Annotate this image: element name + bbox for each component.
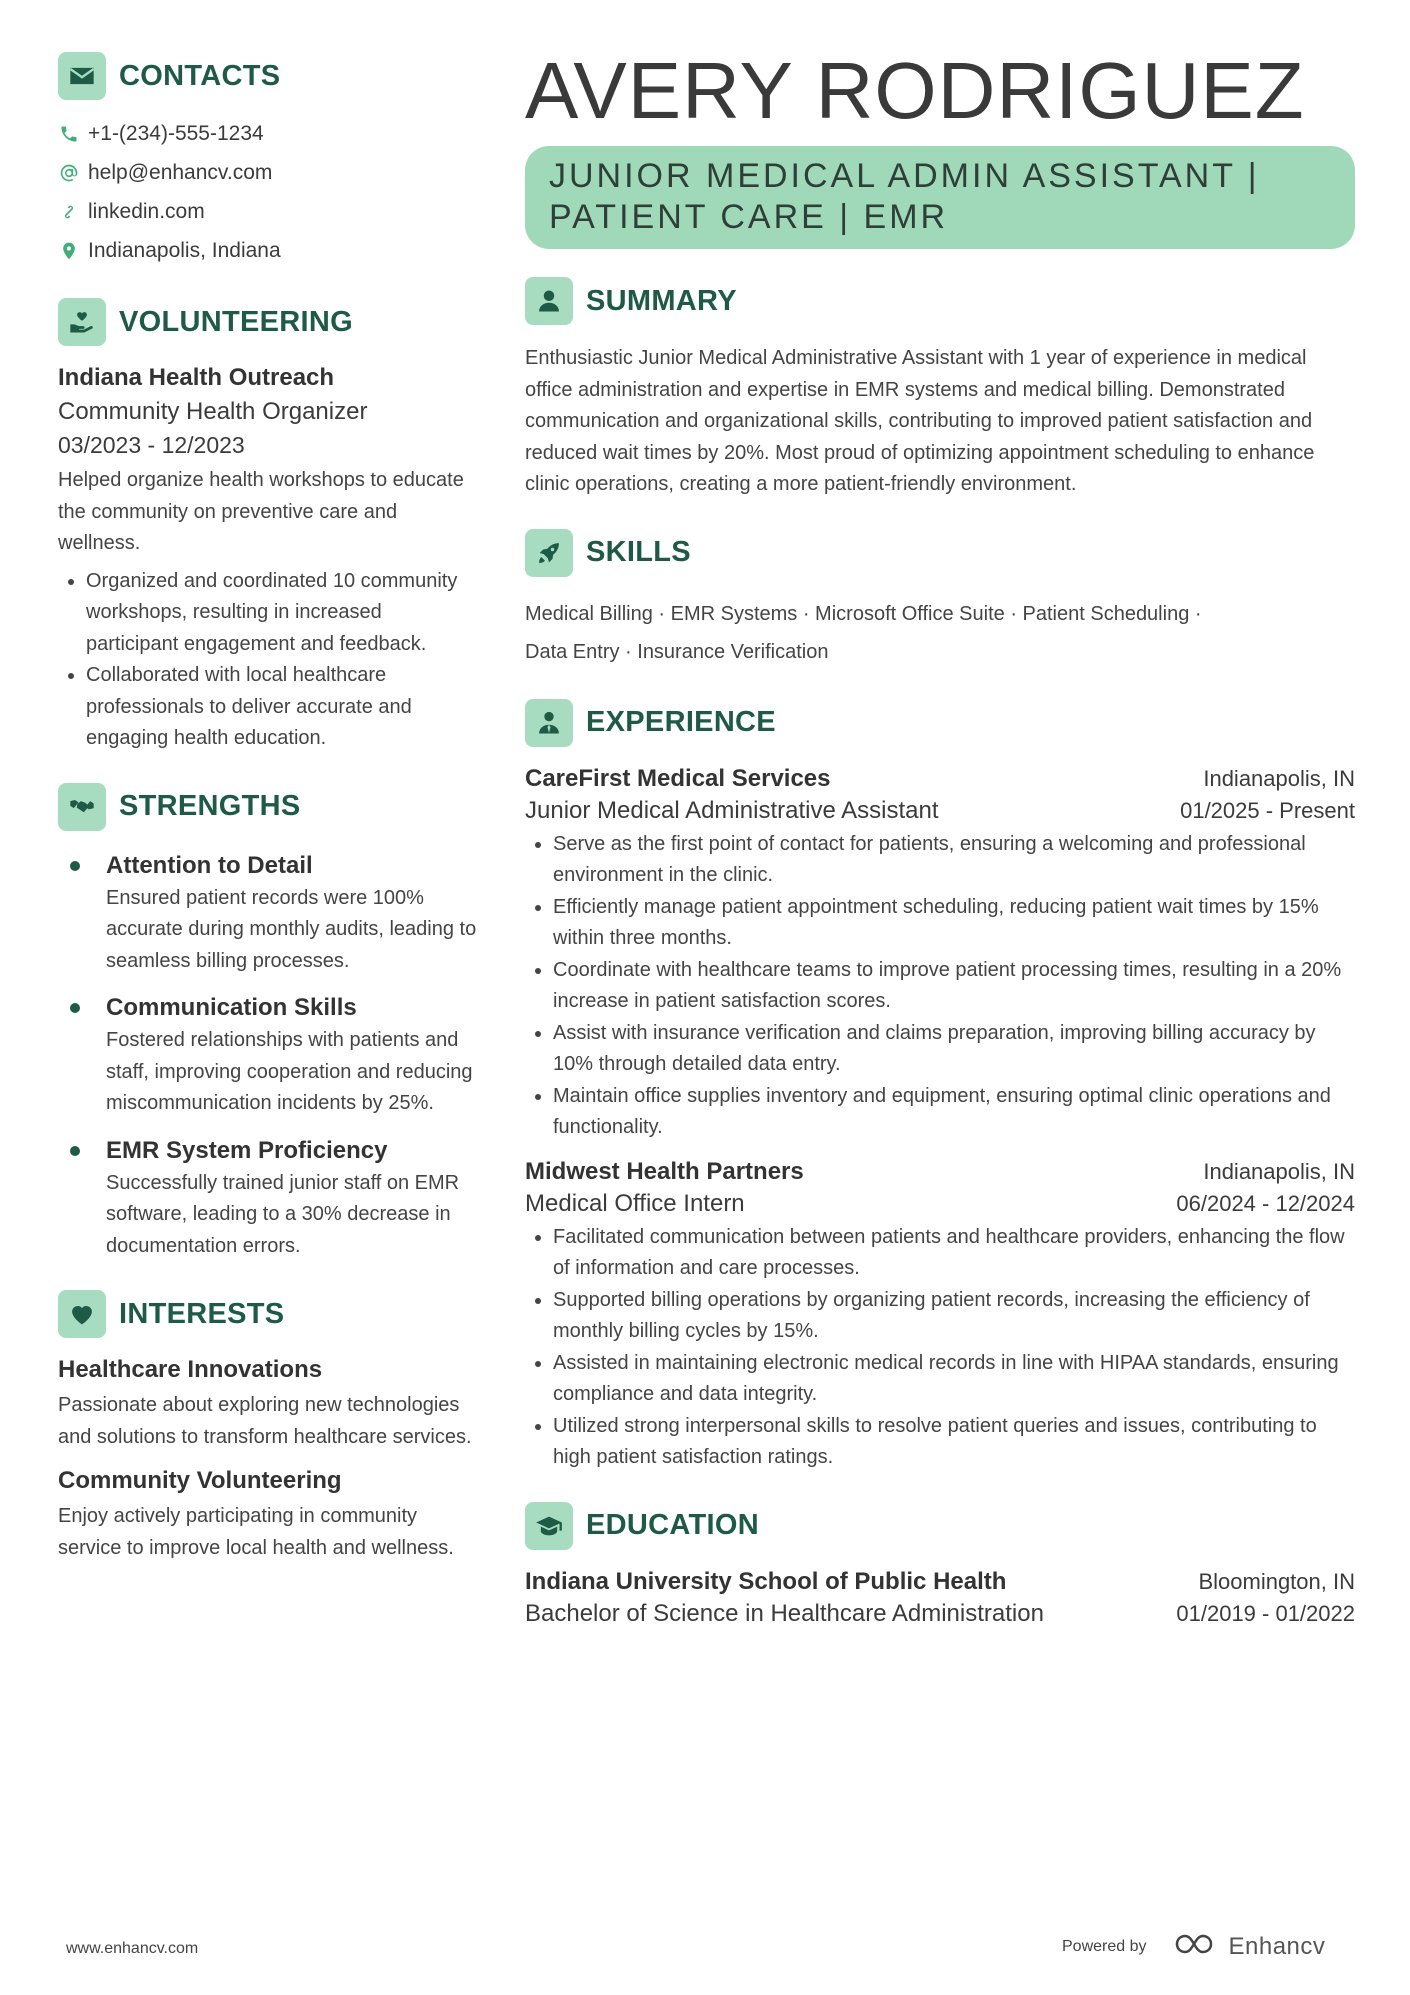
bullet-dot (70, 1146, 80, 1156)
job-bullets (525, 1222, 1355, 1474)
list-item: • Supported billing operations by organizing patient records, increasing the efficiency of monthly billing cycles by 15%. (553, 1285, 1355, 1348)
candidate-name: AVERY RODRIGUEZ (525, 46, 1305, 135)
job-company: CareFirst Medical Services (525, 764, 831, 792)
volunteering-org: Indiana Health Outreach (58, 364, 335, 391)
rocket-icon (525, 529, 573, 577)
list-item: • Assist with insurance verification and claims preparation, improving billing accuracy by 10% through detailed data entry. (553, 1018, 1355, 1081)
left-column (58, 52, 478, 1564)
strength-title: Communication Skills (106, 994, 357, 1021)
job-bullets (525, 829, 1355, 1144)
volunteering-dates: 03/2023 - 12/2023 (58, 432, 245, 458)
education-dates: 01/2019 - 01/2022 (1176, 1600, 1355, 1626)
interest-title: Community Volunteering (58, 1467, 342, 1494)
education-school: Indiana University School of Public Health (525, 1567, 1007, 1595)
at-icon (58, 162, 80, 184)
right-column (525, 48, 1355, 1628)
education-location: Bloomington, IN (1198, 1568, 1355, 1594)
job-location: Indianapolis, IN (1203, 765, 1355, 791)
strength-text: Ensured patient records were 100% accurate during monthly audits, leading to seamless billing processes. (106, 886, 477, 972)
strength-text: Fostered relationships with patients and staff, improving cooperation and reducing miscommunication incidents by 25%. (106, 1029, 473, 1114)
list-item: • Efficiently manage patient appointment scheduling, reducing patient wait times by 15% within three months. (553, 892, 1355, 955)
volunteering-header (58, 298, 478, 346)
location-pin-icon (58, 240, 80, 262)
list-item: • Coordinate with healthcare teams to improve patient processing times, resulting in a 20% increase in patient satisfaction scores. (553, 955, 1355, 1018)
hand-heart-icon (58, 298, 106, 346)
interest-title: Healthcare Innovations (58, 1356, 323, 1383)
link-icon (58, 201, 80, 223)
skills-line-1: Medical Billing · EMR Systems · Microsoft Office Suite · Patient Scheduling · (525, 602, 1202, 625)
businessperson-icon (525, 699, 573, 747)
user-icon (525, 277, 573, 325)
interests-header (58, 1290, 478, 1338)
bullet-dot (70, 1003, 80, 1013)
list-item: • Organized and coordinated 10 community workshops, resulting in increased participant engagement and feedback. (86, 566, 478, 661)
list-item: • Serve as the first point of contact for patients, ensuring a welcoming and professional environment in the clinic. (553, 829, 1355, 892)
candidate-title: JUNIOR MEDICAL ADMIN ASSISTANT | PATIENT CARE | EMR (525, 146, 1355, 249)
experience-heading: EXPERIENCE (586, 706, 776, 738)
contact-phone-text: +1-(234)-555-1234 (88, 121, 264, 145)
volunteering-heading: VOLUNTEERING (119, 305, 353, 338)
strength-title: EMR System Proficiency (106, 1136, 388, 1164)
job-role: Junior Medical Administrative Assistant (525, 796, 939, 824)
skills-line-2: Data Entry · Insurance Verification (525, 640, 829, 663)
bullet-dot (70, 861, 80, 871)
contact-phone[interactable] (58, 114, 478, 153)
education-header (525, 1502, 1355, 1550)
footer-website[interactable]: www.enhancv.com (66, 1940, 199, 1957)
envelope-icon (58, 52, 106, 100)
contacts-header (58, 52, 478, 100)
list-item: • Assisted in maintaining electronic medical records in line with HIPAA standards, ensuring compliance and data integrity. (553, 1348, 1355, 1411)
list-item: • Maintain office supplies inventory and equipment, ensuring optimal clinic operations and functionality. (553, 1081, 1355, 1144)
volunteering-bullets (58, 566, 478, 755)
education-degree: Bachelor of Science in Healthcare Administration (525, 1599, 1044, 1627)
brand-name: Enhancv (1228, 1932, 1326, 1960)
job-location: Indianapolis, IN (1203, 1158, 1355, 1184)
interest-text: Enjoy actively participating in community service to improve local health and wellness. (58, 1505, 454, 1559)
strength-item (58, 1134, 478, 1263)
list-item: • Utilized strong interpersonal skills to resolve patient queries and issues, contributing to high patient satisfaction ratings. (553, 1411, 1355, 1474)
contact-email-text: help@enhancv.com (88, 160, 273, 184)
strength-item (58, 991, 478, 1120)
summary-heading: SUMMARY (586, 284, 737, 317)
skills-header (525, 529, 1355, 577)
interest-text: Passionate about exploring new technologies and solutions to transform healthcare services. (58, 1394, 472, 1448)
footer-powered-by[interactable] (1062, 1932, 1325, 1961)
contact-linkedin[interactable] (58, 192, 478, 231)
contacts-heading: CONTACTS (119, 59, 281, 92)
strength-title: Attention to Detail (106, 851, 313, 879)
enhancv-logo-icon (1173, 1932, 1219, 1961)
education-heading: EDUCATION (586, 1509, 759, 1541)
job-entry (525, 765, 1355, 1144)
contact-email[interactable] (58, 153, 478, 192)
heart-icon (58, 1290, 106, 1338)
strength-item (58, 849, 478, 978)
job-role: Medical Office Intern (525, 1189, 745, 1217)
contact-location-text: Indianapolis, Indiana (88, 238, 281, 262)
job-company: Midwest Health Partners (525, 1157, 804, 1185)
skills-heading: SKILLS (586, 536, 691, 568)
handshake-icon (58, 783, 106, 831)
graduation-cap-icon (525, 1502, 573, 1550)
strengths-header (58, 783, 478, 831)
summary-text: Enthusiastic Junior Medical Administrative Assistant with 1 year of experience in medical office administration and expertise in EMR systems and medical billing. Demonstrated communication and organizational skills, contributing to improved patient satisfaction and reduced wait times by 20%. Most proud of optimizing appointment scheduling to enhance clinic operations, creating a more patient-friendly environment. (525, 347, 1315, 495)
job-dates: 01/2025 - Present (1180, 797, 1355, 823)
list-item: • Collaborated with local healthcare professionals to deliver accurate and engaging health education. (86, 660, 478, 755)
job-dates: 06/2024 - 12/2024 (1176, 1190, 1355, 1216)
interests-heading: INTERESTS (119, 1297, 285, 1330)
experience-header (525, 699, 1355, 747)
powered-by-label: Powered by (1062, 1937, 1147, 1955)
job-entry (525, 1158, 1355, 1474)
phone-icon (58, 123, 80, 145)
strength-text: Successfully trained junior staff on EMR software, leading to a 30% decrease in documentation errors. (106, 1171, 460, 1257)
strengths-heading: STRENGTHS (119, 790, 301, 822)
volunteering-role: Community Health Organizer (58, 398, 368, 425)
contact-linkedin-text: linkedin.com (88, 199, 205, 223)
summary-header (525, 277, 1355, 325)
volunteering-description: Helped organize health workshops to educate the community on preventive care and wellness. (58, 469, 464, 554)
list-item: • Facilitated communication between patients and healthcare providers, enhancing the flow of information and care processes. (553, 1222, 1355, 1285)
contact-location (58, 231, 478, 270)
